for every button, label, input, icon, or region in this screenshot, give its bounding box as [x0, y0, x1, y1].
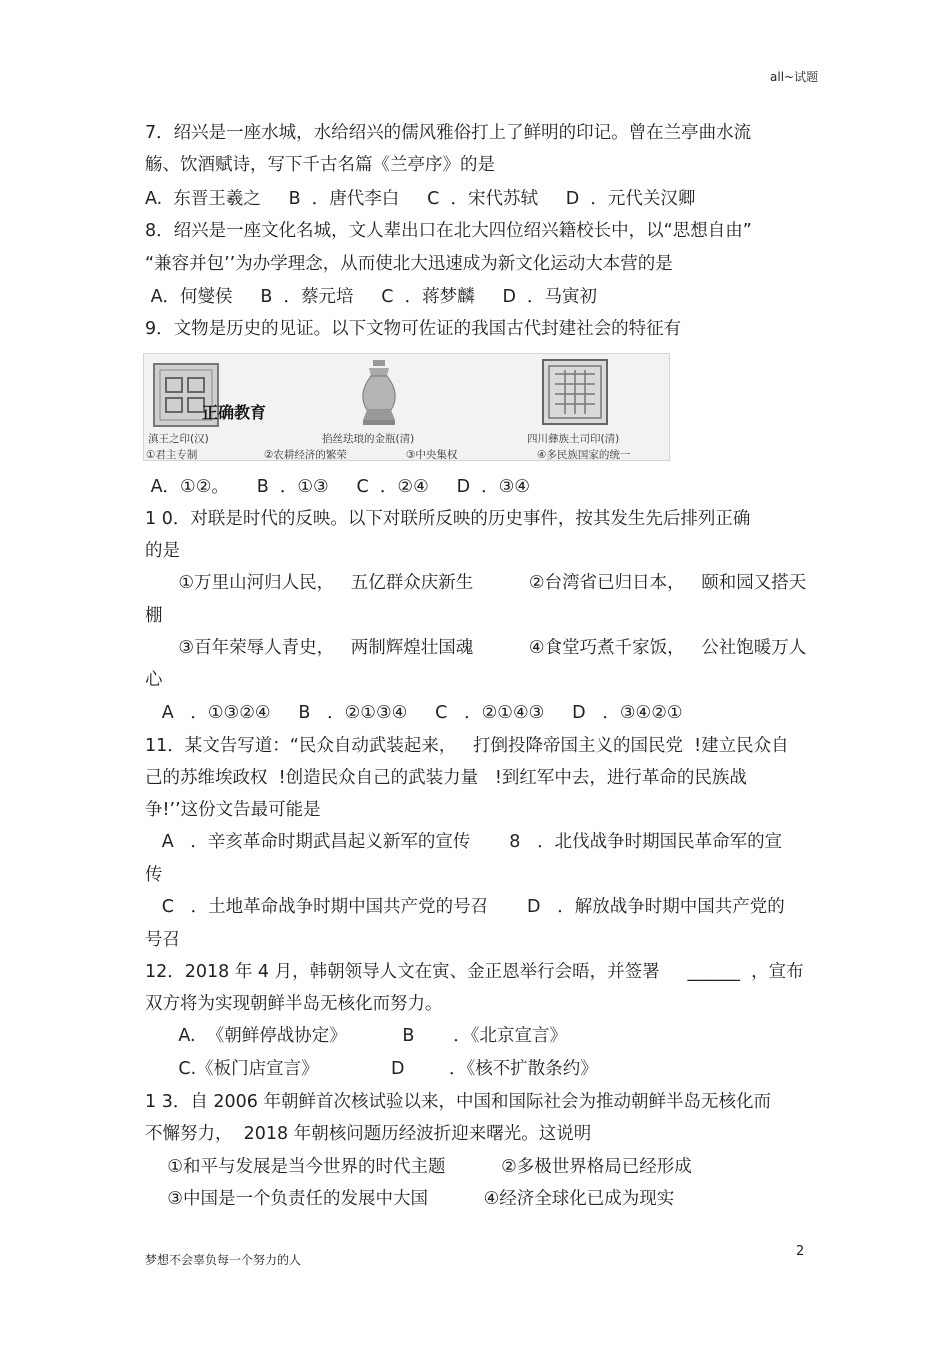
text-line: 11．某文告写道：“民众自动武装起来， 打倒投降帝国主义的国民党 !建立民众自: [145, 736, 789, 756]
text-line: 棚: [145, 606, 163, 626]
text-line: 7．绍兴是一座水城，水给绍兴的儒风雅俗打上了鲜明的印记。曾在兰亭曲水流: [145, 123, 752, 143]
text-line: A. 东晋王羲之 B ．唐代李白 C ．宋代苏轼 D ．元代关汉卿: [145, 189, 696, 209]
text-line: 9．文物是历史的见证。以下文物可佐证的我国古代封建社会的特征有: [145, 319, 682, 339]
text-line: 觞、饮酒赋诗，写下千古名篇《兰亭序》的是: [145, 155, 495, 175]
page-number: 2: [796, 1244, 805, 1259]
artifact-caption: 掐丝珐琅的金瓶(清): [322, 433, 415, 445]
text-line: 号召: [145, 930, 180, 950]
tusi-seal-image: [539, 356, 611, 428]
text-line: 的是: [145, 541, 180, 561]
text-line: C.《板门店宣言》 D ．《核不扩散条约》: [145, 1059, 598, 1079]
text-line: A．何燮侯 B ．蔡元培 C ．蒋梦麟 D ．马寅初: [145, 287, 598, 307]
text-line: A．①②。 B ．①③ C ．②④ D ．③④: [145, 477, 531, 497]
text-line: A ．辛亥革命时期武昌起义新军的宣传 8 ．北伐战争时期国民革命军的宣: [145, 832, 783, 852]
text-line: 传: [145, 865, 163, 885]
text-line: 1 3．自 2006 年朝鲜首次核试验以来，中国和国际社会为推动朝鲜半岛无核化而: [145, 1092, 771, 1112]
text-line: 12．2018 年 4 月，韩朝领导人文在寅、金正恩举行会晤，并签署 ______ ，宣布: [145, 962, 804, 982]
artifact-caption: 滇王之印(汉): [148, 433, 209, 445]
watermark-text: 正确教育: [202, 403, 267, 422]
option-caption: ①君主专制: [146, 449, 198, 461]
text-line: C ．土地革命战争时期中国共产党的号召 D ．解放战争时期中国共产党的: [145, 897, 785, 917]
text-line: ③中国是一个负责任的发展中大国 ④经济全球化已成为现实: [145, 1189, 675, 1209]
text-line: 己的苏维埃政权 !创造民众自己的武装力量 !到红军中去，进行革命的民族战: [145, 768, 747, 788]
page-footer: 梦想不会辜负每一个努力的人: [145, 1253, 302, 1267]
option-caption: ③中央集权: [406, 449, 458, 461]
gold-vase-image: [349, 356, 409, 428]
text-line: 心: [145, 670, 163, 690]
text-line: 1 0．对联是时代的反映。以下对联所反映的历史事件，按其发生先后排列正确: [145, 509, 751, 529]
page-header: all~试题: [770, 70, 819, 84]
text-line: ③百年荣辱人青史， 两制辉煌壮国魂 ④食堂巧煮千家饭， 公社饱暖万人: [145, 638, 807, 658]
option-caption: ②农耕经济的繁荣: [264, 449, 347, 461]
text-line: 争!’’这份文告最可能是: [145, 800, 321, 820]
artifact-figure: [143, 353, 670, 461]
text-line: 8．绍兴是一座文化名城，文人辈出口在北大四位绍兴籍校长中，以“思想自由”: [145, 221, 752, 241]
text-line: “兼容并包’’为办学理念，从而使北大迅速成为新文化运动大本营的是: [145, 254, 673, 274]
text-line: ①和平与发展是当今世界的时代主题 ②多极世界格局已经形成: [145, 1157, 692, 1177]
text-line: 双方将为实现朝鲜半岛无核化而努力。: [145, 994, 443, 1014]
option-caption: ④多民族国家的统一: [537, 449, 631, 461]
text-line: A. 《朝鲜停战协定》 B ．《北京宣言》: [145, 1026, 568, 1046]
text-line: ①万里山河归人民， 五亿群众庆新生 ②台湾省已归日本， 颐和园又搭天: [145, 573, 807, 593]
text-line: 不懈努力， 2018 年朝核问题历经波折迎来曙光。这说明: [145, 1124, 592, 1144]
artifact-caption: 四川彝族土司印(清): [527, 433, 620, 445]
text-line: A ．①③②④ B ．②①③④ C ．②①④③ D ．③④②①: [145, 703, 683, 723]
